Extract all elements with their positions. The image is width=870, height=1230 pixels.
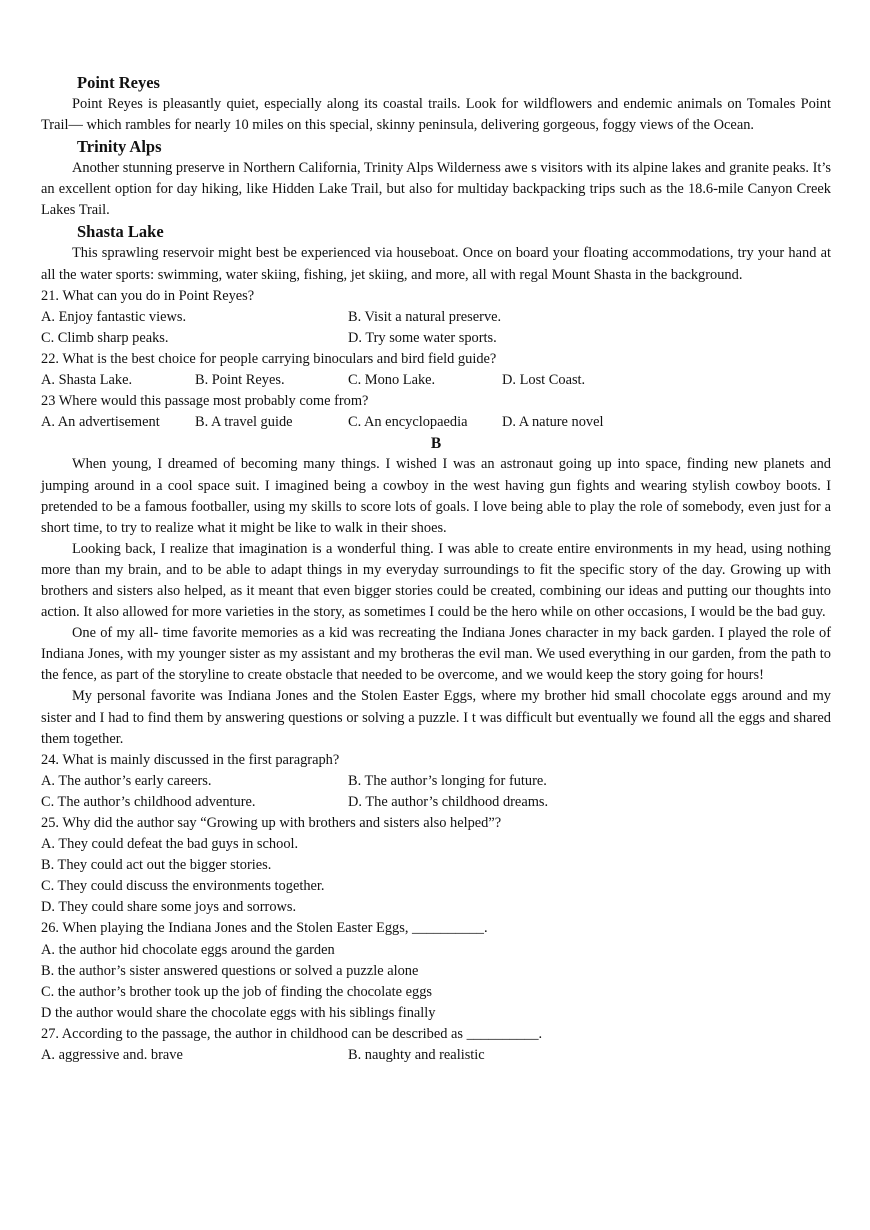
question-21-options-row-2: [41, 328, 831, 349]
q21-option-d: D. Try some water sports.: [348, 329, 497, 346]
question-21-options-row-1: [41, 307, 831, 328]
question-23-stem: 23 Where would this passage most probably come from?: [41, 393, 369, 410]
question-24-options-row-2: [41, 792, 831, 813]
place-text-shasta-lake: This sprawling reservoir might best be experienced via houseboat. Once on board your floating accommodations, try your hand at all the water sports: swimming, water skiing, fishing, jet skiing, and more, all with regal Mount Shasta in the background.: [41, 245, 831, 283]
q26-option-c: C. the author’s brother took up the job of finding the chocolate eggs: [41, 983, 432, 1000]
question-22-stem: 22. What is the best choice for people carrying binoculars and bird field guide?: [41, 350, 497, 367]
place-text-trinity-alps: Another stunning preserve in Northern California, Trinity Alps Wilderness awe s visitors with its alpine lakes and granite peaks. It’s an excellent option for day hiking, like Hidden Lake Trail, but also for multiday backpacking trips such as the 18.6-mile Canyon Creek Lakes Trail.: [41, 160, 831, 219]
q22-option-b: B. Point Reyes.: [195, 372, 285, 389]
q22-option-c: C. Mono Lake.: [348, 372, 436, 389]
question-23-options: [41, 412, 831, 433]
passage-b-paragraph: My personal favorite was Indiana Jones and the Stolen Easter Eggs, where my brother hid small chocolate eggs around and my sister and I had to find them by answering questions or solving a puzzle. I t was difficult but eventually we found all the eggs and shared them together.: [41, 688, 831, 747]
passage-b-paragraph: Looking back, I realize that imagination is a wonderful thing. I was able to create entire environments in my head, using nothing more than my brain, and to be able to adapt things in my everyday surroundings to fit the specific story of the day. Growing up with brothers and sisters also helped, as it meant that even bigger stories could be created, combining our ideas and putting our thoughts into action. It also allowed for more varieties in the story, as sometimes I could be the hero while on other occasions, I would be the bad guy.: [41, 540, 831, 621]
q26-option-a: A. the author hid chocolate eggs around the garden: [41, 941, 335, 958]
place-text-point-reyes: Point Reyes is pleasantly quiet, especially along its coastal trails. Look for wildflowers and endemic animals on Tomales Point Trail— which rambles for nearly 10 miles on this special, skinny peninsula, delivering gorgeous, foggy views of the Ocean.: [41, 96, 831, 134]
q22-option-a: A. Shasta Lake.: [41, 372, 133, 389]
q21-option-c: C. Climb sharp peaks.: [41, 329, 169, 346]
q21-option-b: B. Visit a natural preserve.: [348, 308, 502, 325]
question-21-stem: 21. What can you do in Point Reyes?: [41, 287, 255, 304]
q25-option-d: D. They could share some joys and sorrows.: [41, 899, 297, 916]
q27-option-b: B. naughty and realistic: [348, 1047, 485, 1064]
q24-option-b: B. The author’s longing for future.: [348, 772, 547, 789]
question-24-options-row-1: [41, 771, 831, 792]
q25-option-b: B. They could act out the bigger stories.: [41, 857, 272, 874]
question-25-stem: 25. Why did the author say “Growing up with brothers and sisters also helped”?: [41, 815, 502, 831]
page-content: [41, 72, 831, 1066]
question-27-stem: 27. According to the passage, the author in childhood can be described as __________.: [41, 1025, 543, 1042]
q23-option-c: C. An encyclopaedia: [348, 414, 468, 431]
q23-option-d: D. A nature novel: [502, 414, 604, 431]
q26-option-b: B. the author’s sister answered questions or solved a puzzle alone: [41, 962, 419, 979]
place-title-trinity-alps: Trinity Alps: [77, 137, 162, 157]
question-22-options: [41, 370, 831, 391]
q23-option-b: B. A travel guide: [195, 414, 293, 431]
q27-option-a: A. aggressive and. brave: [41, 1047, 183, 1064]
q26-option-d: D the author would share the chocolate eggs with his siblings finally: [41, 1004, 436, 1021]
q22-option-d: D. Lost Coast.: [502, 372, 586, 389]
question-27-options-row-1: [41, 1045, 831, 1066]
q24-option-d: D. The author’s childhood dreams.: [348, 793, 549, 810]
q23-option-a: A. An advertisement: [41, 414, 160, 431]
question-26-stem: 26. When playing the Indiana Jones and the Stolen Easter Eggs, __________.: [41, 920, 488, 937]
passage-b-paragraph: When young, I dreamed of becoming many things. I wished I was an astronaut going up into space, finding new planets and jumping around in a cool space suit. I imagined being a cowboy in the west having gun fights and wearing stylish cowboy boots. I pretended to be a famous footballer, using my skills to score lots of goals. I love being able to play the role of somebody, even just for a short time, to try to realize what it might be like to walk in their shoes.: [41, 456, 831, 536]
question-24-stem: 24. What is mainly discussed in the first paragraph?: [41, 751, 340, 768]
q25-option-a: A. They could defeat the bad guys in school.: [41, 836, 299, 853]
q25-option-c: C. They could discuss the environments together.: [41, 878, 325, 895]
q21-option-a: A. Enjoy fantastic views.: [41, 308, 187, 325]
place-title-shasta-lake: Shasta Lake: [77, 222, 164, 242]
q24-option-c: C. The author’s childhood adventure.: [41, 793, 256, 810]
place-title-point-reyes: Point Reyes: [77, 73, 160, 92]
q24-option-a: A. The author’s early careers.: [41, 772, 212, 789]
section-b-heading: B: [430, 435, 442, 453]
passage-b-paragraph: One of my all- time favorite memories as a kid was recreating the Indiana Jones character in my back garden. I played the role of Indiana Jones, with my younger sister as my assistant and my brotheras the evil man. We used everything in our garden, from the path to the fence, as part of the storyline to create obstacle that needed to be overcome, and we would keep the story going for hours!: [41, 625, 831, 684]
